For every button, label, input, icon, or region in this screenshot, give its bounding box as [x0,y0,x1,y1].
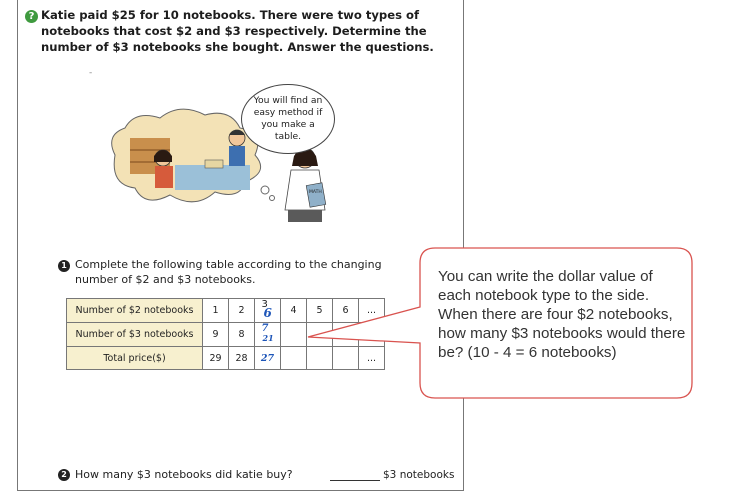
row-label: Number of $3 notebooks [67,323,203,347]
counter [175,165,250,190]
table-cell: 28 [229,347,255,370]
math-book [306,183,326,207]
question-icon: ? [25,10,38,23]
table-cell: 8 [229,323,255,347]
table-cell: 1 [203,299,229,323]
answer-blank[interactable] [330,480,380,481]
table-cell-7: 7 21 [255,323,281,347]
table-cell: 2 [229,299,255,323]
table-cell[interactable]: 4 [281,299,307,323]
step1-number: 1 [58,260,70,272]
handwritten-total: 27 [255,347,281,370]
notebook-stack [205,160,223,168]
step2-question: How many $3 notebooks did katie buy? [75,468,293,481]
handwritten-six: 6 [263,306,272,320]
table-cell: 9 [203,323,229,347]
table-cell[interactable]: 5 [307,299,333,323]
problem-statement: Katie paid $25 for 10 notebooks. There were two types of notebooks that cost $2 and $3 respectively. Determine the number of $3 notebooks she bought. Answer the questions. [41,8,434,54]
math-book-label: MATH [309,190,322,195]
row-label: Number of $2 notebooks [67,299,203,323]
answer-unit: $3 notebooks [383,469,455,481]
table-cell-3: 3 6 [255,299,281,323]
row-label: Total price($) [67,347,203,370]
table-cell: ... [359,347,385,370]
stray-mark: - [89,68,93,78]
table-cell: 29 [203,347,229,370]
callout-text: You can write the dollar value of each notebook type to the side. When there are four $2 notebooks, how many $3 notebooks would there be? (10 - 4 = 6 notebooks) [438,268,686,361]
table-cell[interactable]: 6 [333,299,359,323]
step1-instruction: Complete the following table according to the changing number of $2 and $3 notebooks. [75,258,382,286]
handwritten-twenty-one: 21 [262,333,274,343]
speech-bubble: You will find an easy method if you make a table. [241,84,335,154]
table-cell: ... [359,299,385,323]
step2-number: 2 [58,469,70,481]
